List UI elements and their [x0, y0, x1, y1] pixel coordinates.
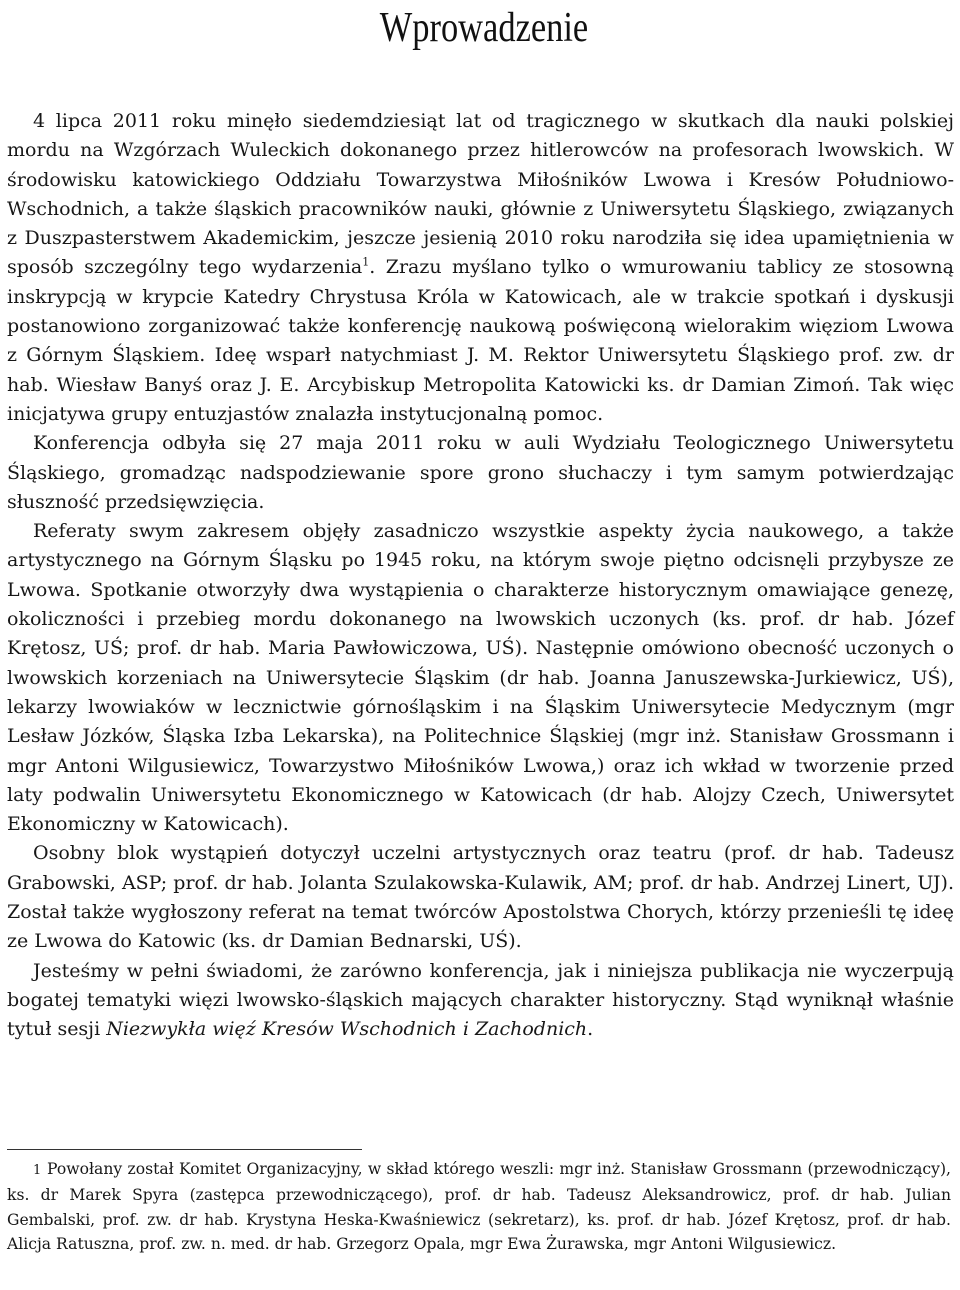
paragraph-4: Osobny blok wystąpień dotyczył uczelni artystycznych oraz teatru (prof. dr hab. Tadeusz Grabowski, ASP; prof. dr hab. Jolanta Szulakowska-Kulawik, AM; prof. dr hab. Andrzej Linert, UJ). Został także wygłoszony referat na temat twórców Apostolstwa Chorych, którzy przenieśli tę ideę ze Lwowa do Katowic (ks. dr Damian Bednarski, UŚ).: [7, 842, 954, 953]
footnote: [7, 1157, 951, 1256]
paragraph-5-text: Jesteśmy w pełni świadomi, że zarówno konferencja, jak i niniejsza publikacja nie wyczerpują bogatej tematyki więzi lwowsko-śląskich mających charakter historyczny. Stąd wyniknął właśnie tytuł sesji: [7, 959, 954, 1041]
footnote-1: [7, 1157, 951, 1256]
footnote-separator: [7, 1149, 362, 1150]
body-text: [7, 107, 954, 1045]
paragraph-1-continuation: . Zrazu myślano tylko o wmurowaniu tablicy ze stosowną inskrypcją w krypcie Katedry Chrystusa Króla w Katowicach, ale w trakcie spotkań i dyskusji postanowiono zorganizować także konferencję naukową poświęconą wielorakim więziom Lwowa z Górnym Śląskiem. Ideę wsparł natychmiast J. M. Rektor Uniwersytetu Śląskiego prof. zw. dr hab. Wiesław Banyś oraz J. E. Arcybiskup Metropolita Katowicki ks. dr Damian Zimoń. Tak więc inicjatywa grupy entuzjastów znalazła instytucjonalną pomoc.: [7, 256, 954, 425]
footnote-number: 1: [33, 1163, 42, 1178]
paragraph-5-end: .: [587, 1018, 594, 1041]
paragraph-3: Referaty swym zakresem objęły zasadniczo wszystkie aspekty życia naukowego, a także artystycznego na Górnym Śląsku po 1945 roku, na którym swoje piętno odcisnęli przybysze ze Lwowa. Spotkanie otworzyły dwa wystąpienia o charakterze historycznym omawiające genezę, okoliczności i przebieg mordu dokonanego na lwowskich uczonych (ks. prof. dr hab. Józef Krętosz, UŚ; prof. dr hab. Maria Pawłowiczowa, UŚ). Następnie omówiono obecność uczonych o lwowskich korzeniach na Uniwersytecie Śląskim (dr hab. Joanna Januszewska-Jurkiewicz, UŚ), lekarzy lwowiaków w lecznictwie górnośląskim i na Śląskim Uniwersytecie Medycznym (mgr Lesław Józków, Śląska Izba Lekarska), na Politechnice Śląskiej (mgr inż. Stanisław Grossmann i mgr Antoni Wilgusiewicz, Towarzystwo Miłośników Lwowa,) oraz ich wkład w tworzenie przed laty podwalin Uniwersytetu Ekonomicznego w Katowicach (dr hab. Alojzy Czech, Uniwersytet Ekonomiczny w Katowicach).: [7, 520, 954, 836]
session-title: Niezwykła więź Kresów Wschodnich i Zachodnich: [106, 1018, 588, 1041]
paragraph-1: [7, 107, 954, 429]
paragraph-5: [7, 957, 954, 1045]
footnote-reference[interactable]: 1: [362, 256, 370, 270]
paragraph-2: Konferencja odbyła się 27 maja 2011 roku w auli Wydziału Teologicznego Uniwersytetu Śląskiego, gromadząc nadspodziewanie spore grono słuchaczy i tym samym potwierdzając słuszność przedsięwzięcia.: [7, 432, 954, 513]
paragraph-1-text: 4 lipca 2011 roku minęło siedemdziesiąt lat od tragicznego w skutkach dla nauki polskiej mordu na Wzgórzach Wuleckich dokonanego przez hitlerowców na profesorach lwowskich. W środowisku katowickiego Oddziału Towarzystwa Miłośników Lwowa i Kresów Południowo-Wschodnich, a także śląskich pracowników nauki, głównie z Uniwersytetu Śląskiego, związanych z Duszpasterstwem Akademickim, jeszcze jesienią 2010 roku narodziła się idea upamiętnienia w sposób szczególny tego wydarzenia: [7, 110, 954, 279]
page-title: Wprowadzenie: [379, 5, 589, 51]
footnote-text: Powołany został Komitet Organizacyjny, w skład którego weszli: mgr inż. Stanisław Grossmann (przewodniczący), ks. dr Marek Spyra (zastępca przewodniczącego), prof. dr hab. Tadeusz Aleksandrowicz, prof. dr hab. Julian Gembalski, prof. zw. dr hab. Krystyna Heska-Kwaśniewicz (sekretarz), ks. prof. dr hab. Józef Krętosz, prof. dr hab. Alicja Ratuszna, prof. zw. n. med. dr hab. Grzegorz Opala, mgr Ewa Żurawska, mgr Antoni Wilgusiewicz.: [7, 1160, 951, 1253]
